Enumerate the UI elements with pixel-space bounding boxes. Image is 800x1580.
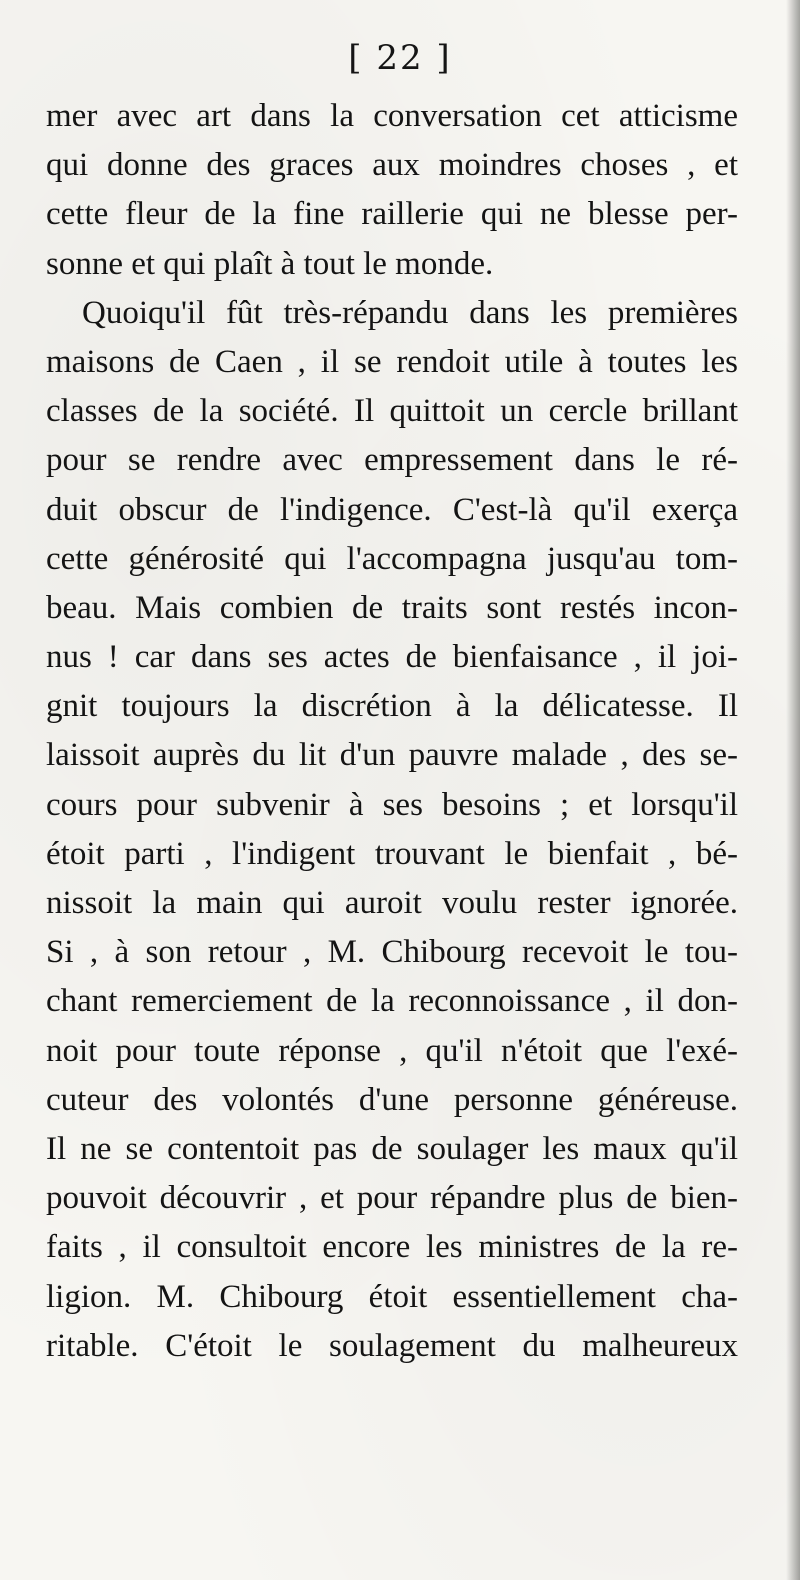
text-line: pour se rendre avec empressement dans le ré- (46, 442, 738, 479)
text-line: qui donne des graces aux moindres choses , et (46, 147, 738, 184)
text-line: Quoiqu'il fût très-répandu dans les premières (82, 294, 738, 331)
text-line: ligion. M. Chibourg étoit essentiellement cha- (46, 1278, 738, 1315)
text-line: nus ! car dans ses actes de bienfaisance , il joi- (46, 639, 738, 676)
text-line: noit pour toute réponse , qu'il n'étoit que l'exé- (46, 1032, 738, 1069)
text-line: mer avec art dans la conversation cet atticisme (46, 98, 738, 134)
text-line: gnit toujours la discrétion à la délicatesse. Il (46, 688, 738, 725)
text-line: duit obscur de l'indigence. C'est-là qu'il exerça (46, 491, 738, 528)
text-line: cours pour subvenir à ses besoins ; et lorsqu'il (46, 786, 738, 823)
body-text (46, 92, 738, 1371)
text-line: ritable. C'étoit le soulagement du malheureux (46, 1327, 738, 1364)
page-edge-shadow (786, 0, 800, 1580)
text-line: laissoit auprès du lit d'un pauvre malade , des se- (46, 737, 738, 774)
text-line: étoit parti , l'indigent trouvant le bienfait , bé- (46, 835, 738, 872)
text-line: classes de la société. Il quittoit un cercle brillant (46, 393, 738, 430)
text-line: nissoit la main qui auroit voulu rester ignorée. (46, 885, 738, 921)
text-line: chant remerciement de la reconnoissance , il don- (46, 983, 738, 1020)
text-line: beau. Mais combien de traits sont restés incon- (46, 589, 738, 626)
text-line: faits , il consultoit encore les ministres de la re- (46, 1229, 738, 1266)
text-line: sonne et qui plaît à tout le monde. (46, 245, 494, 282)
text-line: Si , à son retour , M. Chibourg recevoit le tou- (46, 934, 738, 971)
text-line: cette fleur de la fine raillerie qui ne blesse per- (46, 196, 738, 233)
text-line: maisons de Caen , il se rendoit utile à toutes les (46, 343, 738, 380)
text-line: cuteur des volontés d'une personne généreuse. (46, 1081, 738, 1118)
text-line: Il ne se contentoit pas de soulager les maux qu'il (46, 1130, 738, 1167)
page-number: [ 22 ] (348, 38, 452, 78)
text-line: pouvoit découvrir , et pour répandre plus de bien- (46, 1180, 738, 1217)
text-line: cette générosité qui l'accompagna jusqu'au tom- (46, 540, 738, 577)
